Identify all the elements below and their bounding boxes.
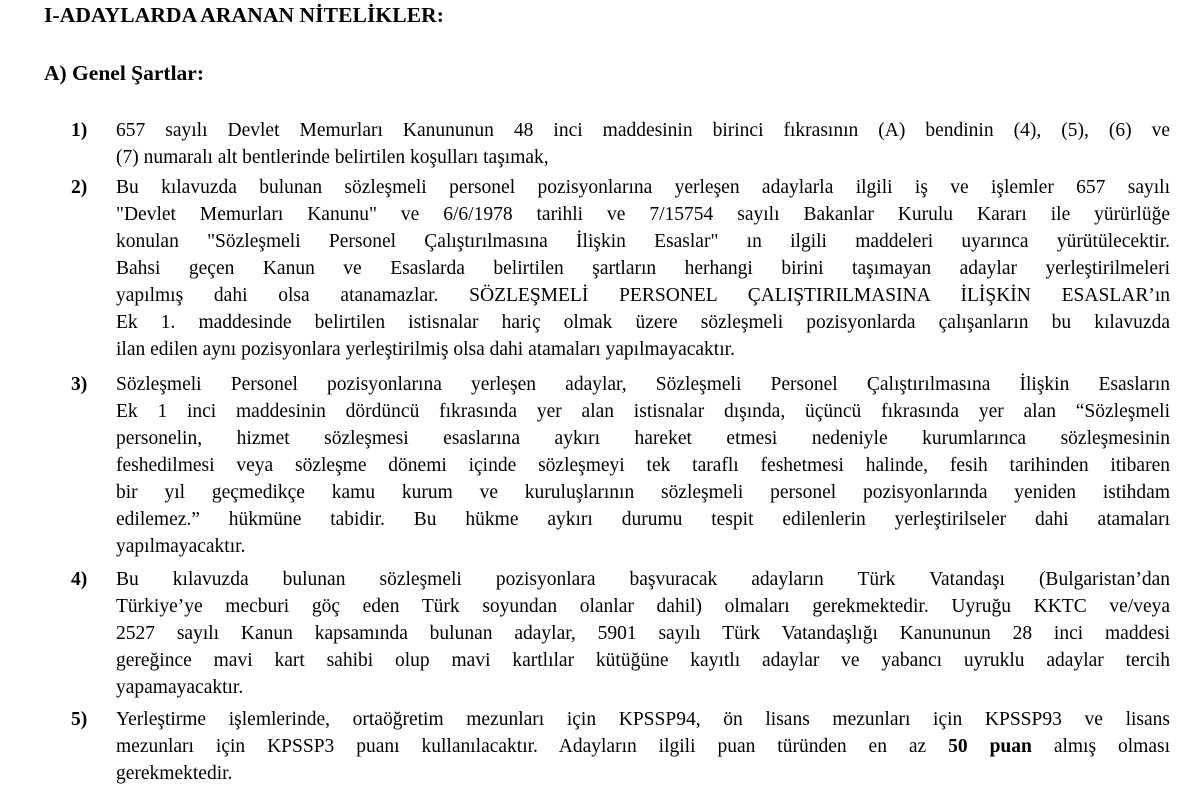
text-line: Ek 1 inci maddesinin dördüncü fıkrasında yer alan istisnalar dışında, üçüncü fıkrasında yer alan “Sözleşmeli [116,401,1170,423]
text-line: yapılmayacaktır. [116,536,246,558]
text-line: (7) numaralı alt bentlerinde belirtilen koşulları taşımak, [116,147,549,169]
item-text [116,117,1170,171]
text-line: yapılmış dahi olsa atanamazlar. SÖZLEŞMELİ PERSONEL ÇALIŞTIRILMASINA İLİŞKİN ESASLAR’ın [116,285,1170,307]
item-text [116,706,1170,787]
text-line [116,733,1170,760]
text-line: 2527 sayılı Kanun kapsamında bulunan adaylar, 5901 sayılı Türk Vatandaşlığı Kanununun 28 inci maddesi [116,623,1170,645]
item-text [116,566,1170,701]
section-heading: A) Genel Şartlar: [44,61,205,85]
text-line: gereğince mavi kart sahibi olup mavi kartlılar kütüğüne kayıtlı adaylar ve yabancı uyruklu adaylar tercih [116,650,1170,672]
text-line: Bu kılavuzda bulunan sözleşmeli pozisyonlara başvuracak adayların Türk Vatandaşı (Bulgaristan’dan [116,569,1170,590]
text-line: yapamayacaktır. [116,677,244,699]
text-line: ilan edilen aynı pozisyonlara yerleştirilmiş olsa dahi atamaları yapılmayacaktır. [116,339,735,361]
text-line: Türkiye’ye mecburi göç eden Türk soyundan olanlar dahil) olmaları gerekmektedir. Uyruğu KKTC ve/veya [116,596,1170,618]
minimum-score-emphasis: 50 puan [948,736,1032,758]
text-line: bir yıl geçmedikçe kamu kurum ve kuruluşlarının sözleşmeli personel pozisyonlarında yeniden istihdam [116,482,1170,504]
text-line: "Devlet Memurları Kanunu" ve 6/6/1978 tarihli ve 7/15754 sayılı Bakanlar Kurulu Kararı ile yürürlüğe [116,204,1170,226]
text-line: Bu kılavuzda bulunan sözleşmeli personel pozisyonlarına yerleşen adaylarla ilgili iş ve işlemler 657 sayılı [116,177,1170,198]
item-text [116,174,1170,363]
text-line: Yerleştirme işlemlerinde, ortaöğretim mezunları için KPSSP94, ön lisans mezunları için KPSSP93 ve lisans [116,709,1170,730]
text-line: Sözleşmeli Personel pozisyonlarına yerleşen adaylar, Sözleşmeli Personel Çalıştırılmasına İlişkin Esasların [116,374,1170,395]
text-segment: mezunları için KPSSP3 puanı kullanılacaktır. Adayların ilgili puan türünden en az [116,736,949,758]
text-line: konulan "Sözleşmeli Personel Çalıştırılmasına İlişkin Esaslar" ın ilgili maddeleri uyarınca yürütülecektir. [116,231,1170,253]
item-number: 4) [71,569,88,590]
item-number: 5) [71,709,88,730]
text-line: feshedilmesi veya sözleşme dönemi içinde sözleşmeyi tek taraflı feshetmesi halinde, fesih tarihinden itibaren [116,455,1170,477]
text-segment: almış olması [1031,736,1170,758]
item-number: 1) [71,120,88,141]
text-line: personelin, hizmet sözleşmesi esaslarına aykırı hareket etmesi nedeniyle kurumlarınca sözleşmesinin [116,428,1170,450]
text-line: edilemez.” hükmüne tabidir. Bu hükme aykırı durumu tespit edilenlerin yerleştirilseler dahi atamaları [116,509,1170,531]
item-number: 3) [71,374,88,395]
item-number: 2) [71,177,88,198]
document-title: I-ADAYLARDA ARANAN NİTELİKLER: [44,3,445,27]
text-line: Ek 1. maddesinde belirtilen istisnalar hariç olmak üzere sözleşmeli pozisyonlarda çalışanların bu kılavuzda [116,312,1170,334]
text-line: gerekmektedir. [116,763,233,785]
item-text [116,371,1170,560]
text-line: Bahsi geçen Kanun ve Esaslarda belirtilen şartların herhangi birini taşımayan adaylar yerleştirilmeleri [116,258,1170,280]
text-line: 657 sayılı Devlet Memurları Kanununun 48 inci maddesinin birinci fıkrasının (A) bendinin (4), (5), (6) ve [116,120,1170,141]
